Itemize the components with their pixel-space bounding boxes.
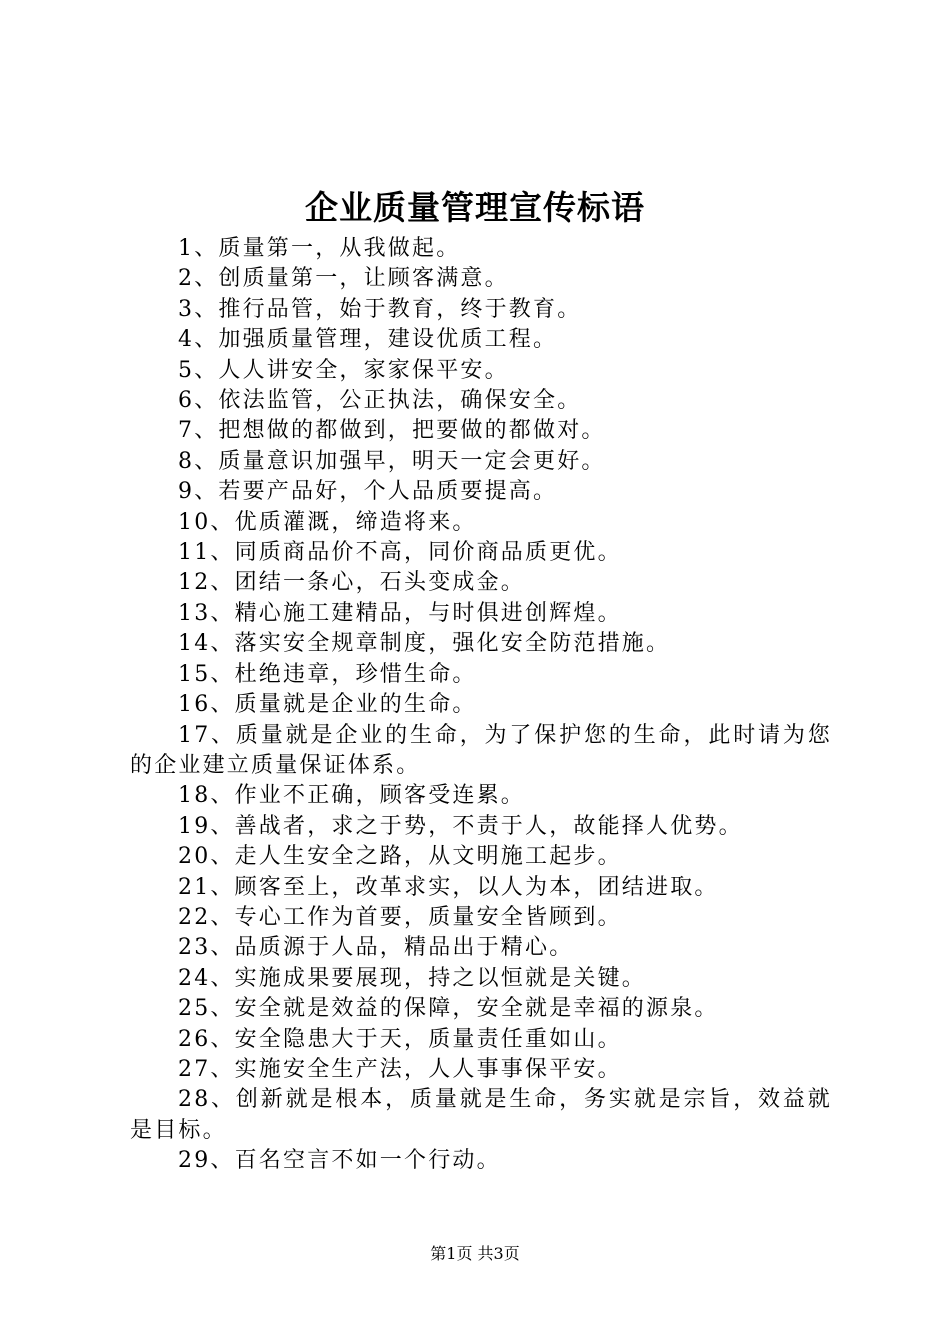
slogan-item: 7、把想做的都做到，把要做的都做对。: [178, 418, 606, 444]
slogan-item: 9、若要产品好，个人品质要提高。: [178, 479, 558, 505]
slogan-item: 29、百名空言不如一个行动。: [178, 1148, 501, 1174]
slogan-item: 18、作业不正确，顾客受连累。: [178, 783, 525, 809]
slogan-item: 26、安全隐患大于天，质量责任重如山。: [178, 1026, 622, 1052]
slogan-item: 13、精心施工建精品，与时俱进创辉煌。: [178, 600, 622, 626]
slogan-item: 23、品质源于人品，精品出于精心。: [178, 935, 574, 961]
slogan-item: 4、加强质量管理，建设优质工程。: [178, 327, 558, 353]
slogan-item: 14、落实安全规章制度，强化安全防范措施。: [178, 631, 671, 657]
slogan-list: [130, 234, 832, 1177]
slogan-item: 1、质量第一，从我做起。: [178, 236, 461, 261]
slogan-item: 27、实施安全生产法，人人事事保平安。: [178, 1056, 622, 1082]
document-title: 企业质量管理宣传标语: [305, 188, 645, 227]
page-footer: 第1页 共3页: [430, 1244, 520, 1263]
slogan-item: 11、同质商品价不高，同价商品质更优。: [178, 540, 622, 566]
slogan-item: 3、推行品管，始于教育，终于教育。: [178, 296, 582, 322]
slogan-item: 20、走人生安全之路，从文明施工起步。: [178, 844, 622, 870]
slogan-item: 5、人人讲安全，家家保平安。: [178, 357, 509, 383]
slogan-item: 10、优质灌溉，缔造将来。: [178, 509, 477, 535]
slogan-item: 24、实施成果要展现，持之以恒就是关键。: [178, 965, 646, 991]
slogan-item: 17、质量就是企业的生命，为了保护您的生命，此时请为您的企业建立质量保证体系。: [130, 722, 832, 778]
slogan-item: 6、依法监管，公正执法，确保安全。: [178, 388, 582, 414]
slogan-item: 16、质量就是企业的生命。: [178, 692, 477, 718]
slogan-item: 21、顾客至上，改革求实，以人为本，团结进取。: [178, 874, 719, 900]
slogan-item: 8、质量意识加强早，明天一定会更好。: [178, 448, 606, 474]
slogan-item: 25、安全就是效益的保障，安全就是幸福的源泉。: [178, 996, 719, 1022]
slogan-item: 28、创新就是根本，质量就是生命，务实就是宗旨，效益就是目标。: [130, 1087, 832, 1143]
slogan-item: 22、专心工作为首要，质量安全皆顾到。: [178, 904, 622, 930]
slogan-item: 19、善战者，求之于势，不责于人，故能择人优势。: [178, 813, 743, 839]
slogan-item: 15、杜绝违章，珍惜生命。: [178, 661, 477, 687]
slogan-item: 2、创质量第一，让顾客满意。: [178, 266, 509, 292]
slogan-item: 12、团结一条心，石头变成金。: [178, 570, 525, 596]
